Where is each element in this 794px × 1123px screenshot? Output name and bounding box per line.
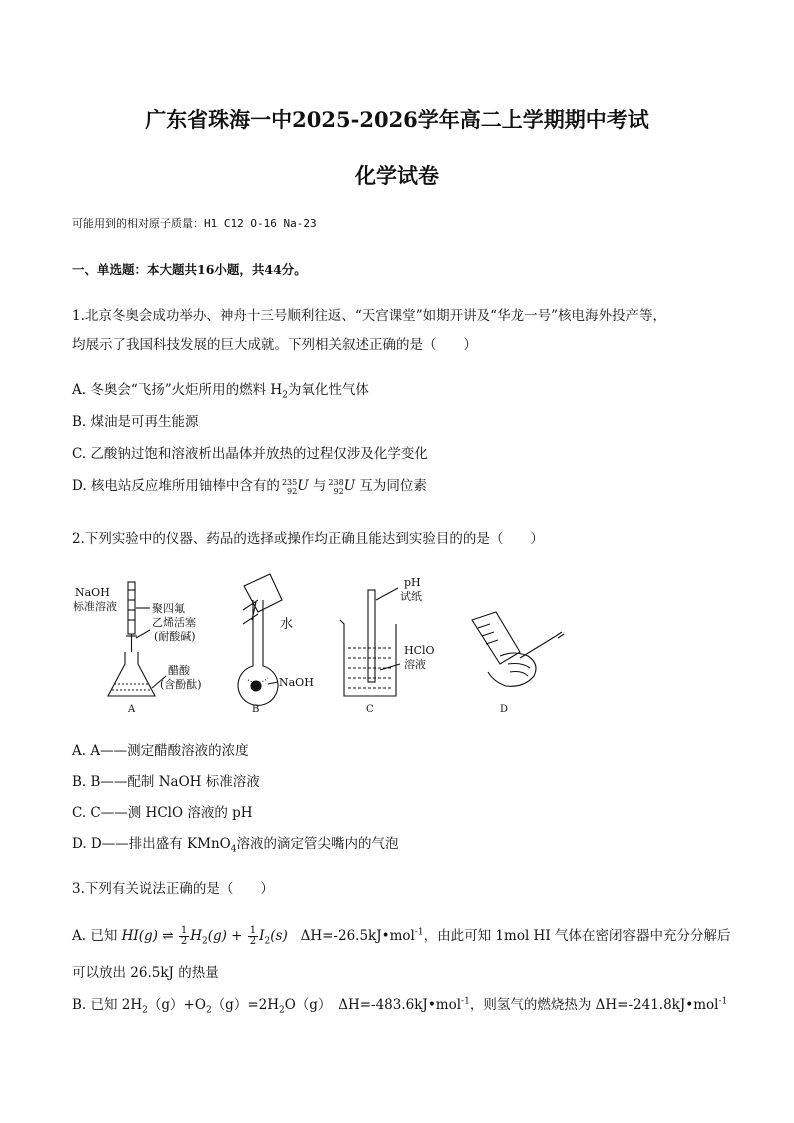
q1-option-c: C. 乙酸钠过饱和溶液析出晶体并放热的过程仅涉及化学变化	[72, 446, 428, 462]
q3-frac-1: $\frac{1}{2}$	[180, 925, 188, 947]
q3-option-a: A. 已知 HI(g) ⇌ $\frac{1}{2}$ $H_2(g)$ + $\frac{1}{2}$ $I_2(s)$ ΔH=-26.5kJ•mol$^{-1}$，由此可知 1mol HI 气体在密闭容器中充分分解后	[72, 925, 731, 947]
exam-subtitle: 化学试卷	[355, 163, 439, 188]
fig-label-d: D	[500, 704, 509, 715]
q1-option-d	[72, 474, 427, 496]
fig-a-std-solution: 标准溶液	[73, 600, 117, 613]
fig-a-ptfe1: 聚四氟	[152, 602, 185, 615]
q2-option-a: A. A——测定醋酸溶液的浓度	[72, 743, 249, 759]
q1-option-a-sub: 2	[282, 390, 288, 401]
fig-c-ph2: 试纸	[400, 590, 422, 603]
fig-label-b: B	[252, 704, 260, 715]
q2-option-d-text: D. D——排出盛有 KMnO	[72, 836, 231, 852]
nuclide-238-symbol: U	[343, 478, 356, 494]
nuclide-235-mass-atomic: 235 92	[281, 477, 298, 496]
q2-option-d-post: 溶液的滴定管尖嘴内的气泡	[236, 836, 399, 852]
fig-c-hclo1: HClO	[404, 644, 435, 657]
atomic-mass-note: 可能用到的相对原子质量：H1 C12 O-16 Na-23	[72, 217, 317, 230]
fig-a-ptfe2: 乙烯活塞	[152, 616, 196, 629]
fig-b-water: 水	[280, 617, 294, 632]
q3-option-b: B. 已知 $2H_2(g)+O_2(g)=2H_2O(g)$ ΔH=-483.6kJ•mol$^{-1}$，则氢气的燃烧热为 ΔH=-241.8kJ•mol$^{-1}$	[72, 996, 728, 1016]
q3-option-a-text: A. 已知	[72, 928, 118, 944]
burette-icon	[126, 582, 137, 652]
fig-a-acid2: (含酚酞)	[160, 678, 202, 691]
q3-h2: H	[190, 928, 202, 944]
fig-label-a: A	[128, 704, 136, 715]
q1-option-a-post: 为氧化性气体	[287, 382, 369, 398]
fig-label-c: C	[366, 704, 374, 715]
q1-option-d-post: 互为同位素	[359, 478, 427, 494]
q3-eq-arrow: ⇌	[162, 928, 174, 944]
q3-i2: I	[259, 928, 265, 944]
fig-a-naoh: NaOH	[75, 586, 110, 599]
q3-option-a-line2: 可以放出 26.5kJ 的热量	[72, 965, 219, 981]
q3-stem: 3.下列有关说法正确的是（ ）	[72, 881, 274, 897]
q2-apparatus-figure	[0, 560, 794, 720]
q1-option-a	[72, 378, 369, 401]
conical-flask-icon	[108, 652, 155, 696]
hand-burette-icon	[472, 612, 564, 686]
q1-stem-line1: 1.北京冬奥会成功举办、神舟十三号顺利往返、“天宫课堂”如期开讲及“华龙一号”核电海外投产等，	[72, 308, 666, 324]
fig-a-ptfe3: (耐酸碱)	[154, 630, 196, 643]
fig-b-naoh: NaOH	[279, 676, 314, 689]
fig-a-acid1: 醋酸	[168, 664, 190, 677]
q2-option-d	[72, 832, 398, 855]
q3-delta-h: ΔH=-26.5kJ•mol	[300, 928, 415, 944]
exam-title: 广东省珠海一中2025-2026学年高二上学期期中考试	[145, 107, 649, 132]
q2-stem: 2.下列实验中的仪器、药品的选择或操作均正确且能达到实验目的的是（ ）	[72, 531, 544, 547]
q1-option-b: B. 煤油是可再生能源	[72, 414, 199, 430]
q3-eq-left: HI(g)	[121, 928, 158, 944]
q2-option-c: C. C——测 HClO 溶液的 pH	[72, 805, 253, 821]
nuclide-238-mass-atomic: 238 92	[328, 477, 344, 496]
q1-stem-line2: 均展示了我国科技发展的巨大成就。下列相关叙述正确的是（ ）	[72, 337, 477, 353]
q1-option-d-mid: 与	[312, 478, 327, 494]
q3-frac-2: $\frac{1}{2}$	[249, 925, 257, 947]
q1-option-a-text: A. 冬奥会“飞扬”火炬所用的燃料 H	[72, 382, 283, 398]
q1-option-d-text: D. 核电站反应堆所用铀棒中含有的	[72, 478, 280, 494]
section-heading: 一、单选题：本大题共16小题，共44分。	[72, 262, 307, 277]
q2-option-b: B. B——配制 NaOH 标准溶液	[72, 774, 260, 790]
fig-c-hclo2: 溶液	[404, 658, 426, 671]
fig-c-ph1: pH	[404, 576, 421, 589]
q2-option-d-sub: 4	[230, 844, 237, 855]
nuclide-235-symbol: U	[297, 478, 309, 494]
q3-option-a-post: ，由此可知 1mol HI 气体在密闭容器中充分分解后	[423, 928, 731, 944]
